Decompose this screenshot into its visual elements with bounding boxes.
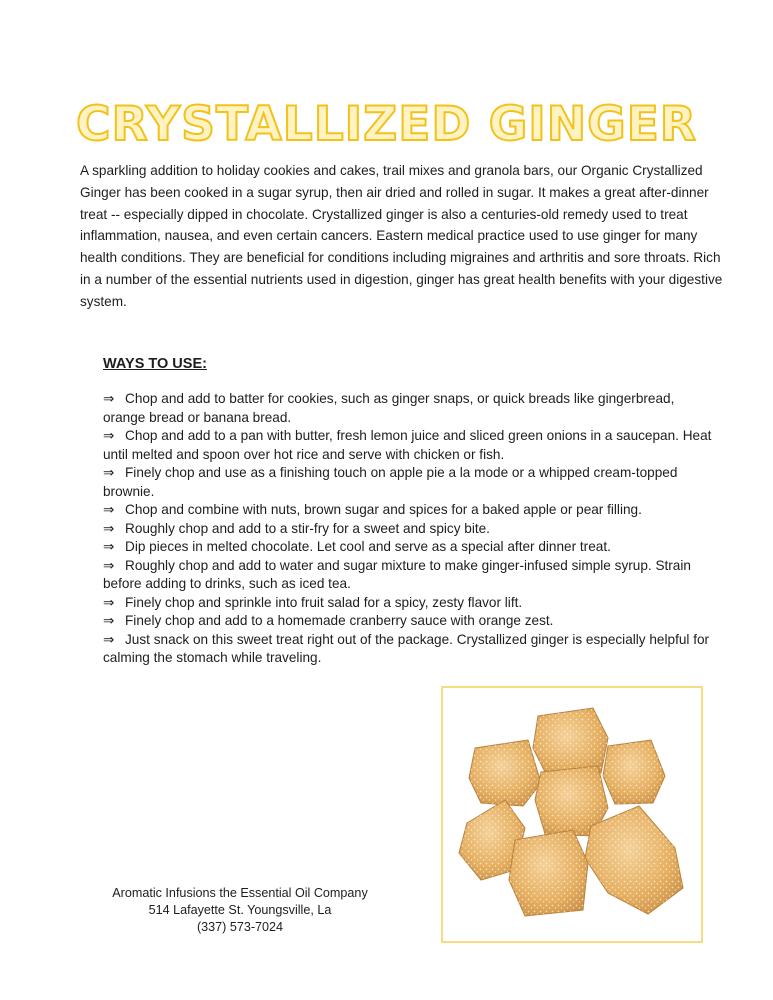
list-item: ⇒ Chop and add to a pan with butter, fresh lemon juice and sliced green onions in a saucepan. Heat until melted and spoon over hot rice and serve with chicken or fish. xyxy=(103,428,712,462)
arrow-icon: ⇒ xyxy=(103,391,115,406)
list-item: ⇒ Just snack on this sweet treat right out of the package. Crystallized ginger is especially helpful for calming the stomach while traveling. xyxy=(103,631,710,665)
list-item: ⇒ Dip pieces in melted chocolate. Let cool and serve as a special after dinner treat. xyxy=(103,538,718,557)
ways-to-use-list xyxy=(103,390,718,668)
ginger-piece xyxy=(469,740,541,806)
arrow-icon: ⇒ xyxy=(103,631,115,647)
list-item: ⇒ Finely chop and add to a homemade cranberry sauce with orange zest. xyxy=(103,612,718,631)
ways-to-use-heading: WAYS TO USE: xyxy=(103,356,207,372)
ginger-piece xyxy=(509,830,588,916)
arrow-icon: ⇒ xyxy=(103,465,115,480)
ginger-photo-frame xyxy=(441,686,703,943)
list-item: ⇒ Roughly chop and add to water and sugar mixture to make ginger-infused simple syrup. Strain before adding to drinks, such as iced tea. xyxy=(103,557,691,591)
list-item: ⇒ Chop and combine with nuts, brown sugar and spices for a baked apple or pear filling. xyxy=(103,501,718,520)
list-item: ⇒ Roughly chop and add to a stir-fry for a sweet and spicy bite. xyxy=(103,520,718,539)
list-item: ⇒ Finely chop and use as a finishing touch on apple pie a la mode or a whipped cream-topped brownie. xyxy=(103,465,678,499)
arrow-icon: ⇒ xyxy=(103,502,115,517)
company-footer xyxy=(95,885,385,936)
arrow-icon: ⇒ xyxy=(103,613,115,628)
arrow-icon: ⇒ xyxy=(103,557,115,573)
intro-paragraph: A sparkling addition to holiday cookies and cakes, trail mixes and granola bars, our Organic Crystallized Ginger has been cooked in a sugar syrup, then air dried and rolled in sugar. It makes a great after-dinner treat -- especially dipped in chocolate. Crystallized ginger is also a centuries-old remedy used to treat inflammation, nausea, and even certain cancers. Eastern medical practice used to use ginger for many health conditions. They are beneficial for conditions including migraines and arthritis and sore throats. Rich in a number of the essential nutrients used in digestion, ginger has great health benefits with your digestive system. xyxy=(80,163,723,309)
arrow-icon: ⇒ xyxy=(103,428,115,443)
company-address: 514 Lafayette St. Youngsville, La xyxy=(148,903,332,917)
company-phone: (337) 573-7024 xyxy=(196,920,284,934)
ginger-piece xyxy=(603,740,665,804)
company-name: Aromatic Infusions the Essential Oil Company xyxy=(112,886,368,900)
arrow-icon: ⇒ xyxy=(103,594,115,610)
arrow-icon: ⇒ xyxy=(103,539,115,554)
list-item: ⇒ Chop and add to batter for cookies, such as ginger snaps, or quick breads like gingerbread, orange bread or banana bread. xyxy=(103,391,675,425)
crystallized-ginger-image xyxy=(443,688,701,941)
list-item: ⇒ Finely chop and sprinkle into fruit salad for a spicy, zesty flavor lift. xyxy=(103,594,718,613)
arrow-icon: ⇒ xyxy=(103,520,115,536)
ginger-piece xyxy=(585,806,683,914)
page-title: CRYSTALLIZED GINGER xyxy=(75,97,697,153)
